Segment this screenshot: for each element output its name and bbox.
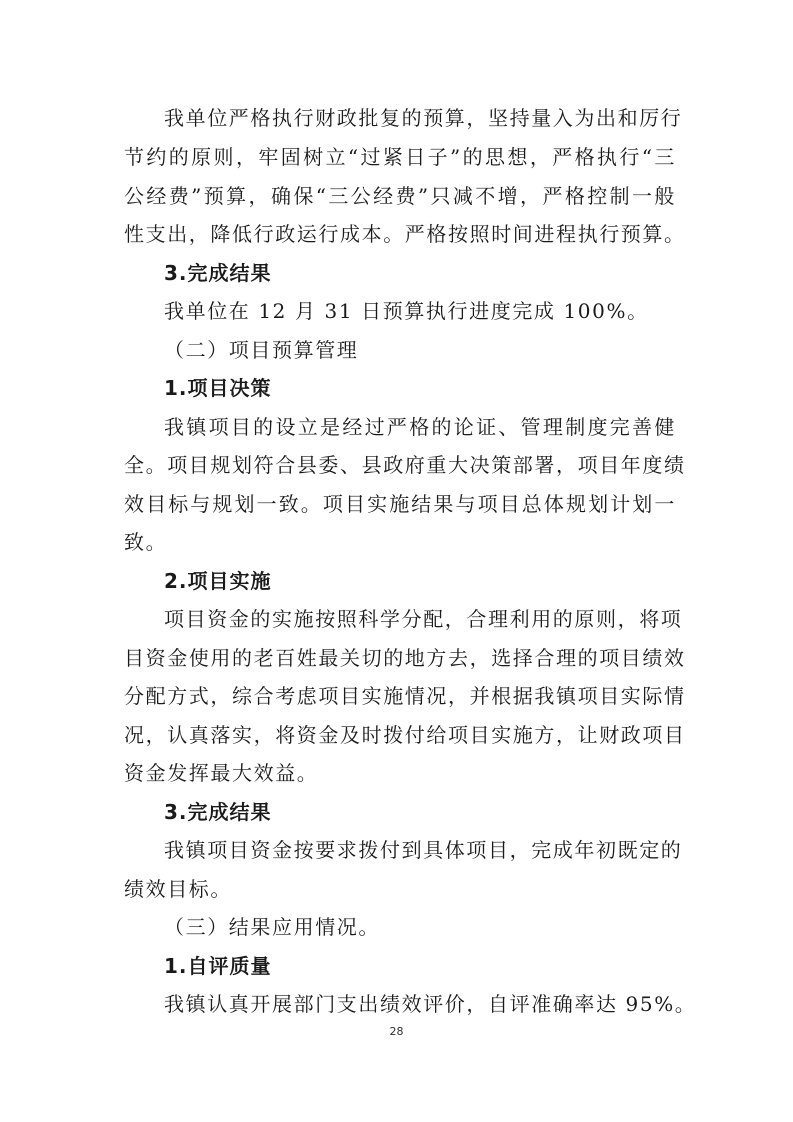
paragraph-line: 公经费”预算，确保“三公经费”只减不增，严格控制一般 bbox=[124, 184, 676, 208]
section-heading: （二）项目预算管理 bbox=[164, 338, 359, 362]
paragraph-line: 资金发挥最大效益。 bbox=[124, 761, 319, 785]
subheading: 3.完成结果 bbox=[164, 261, 272, 285]
section-heading: （三）结果应用情况。 bbox=[164, 915, 380, 939]
subheading: 1.自评质量 bbox=[164, 954, 272, 978]
subheading: 2.项目实施 bbox=[164, 569, 272, 593]
paragraph-line: 我单位在 12 月 31 日预算执行进度完成 100%。 bbox=[164, 299, 649, 323]
paragraph-line: 致。 bbox=[124, 530, 168, 554]
paragraph-line: 全。项目规划符合县委、县政府重大决策部署，项目年度绩 bbox=[124, 453, 686, 477]
subheading: 1.项目决策 bbox=[164, 376, 272, 400]
paragraph-line: 我单位严格执行财政批复的预算，坚持量入为出和厉行 bbox=[164, 106, 683, 130]
paragraph-line: 分配方式，综合考虑项目实施情况，并根据我镇项目实际情 bbox=[124, 684, 686, 708]
paragraph-line: 况，认真落实，将资金及时拨付给项目实施方，让财政项目 bbox=[124, 723, 686, 747]
paragraph-line: 项目资金的实施按照科学分配，合理利用的原则，将项 bbox=[164, 607, 683, 631]
paragraph-line: 目资金使用的老百姓最关切的地方去，选择合理的项目绩效 bbox=[124, 646, 686, 670]
paragraph-line: 效目标与规划一致。项目实施结果与项目总体规划计划一 bbox=[124, 492, 676, 516]
paragraph-line: 绩效目标。 bbox=[124, 877, 232, 901]
paragraph-line: 我镇项目资金按要求拨付到具体项目，完成年初既定的 bbox=[164, 838, 683, 862]
paragraph-line: 性支出，降低行政运行成本。严格按照时间进程执行预算。 bbox=[124, 222, 686, 246]
paragraph-line: 我镇项目的设立是经过严格的论证、管理制度完善健 bbox=[164, 415, 676, 439]
page-number: 28 bbox=[389, 1025, 404, 1038]
subheading: 3.完成结果 bbox=[164, 800, 272, 824]
paragraph-line: 节约的原则，牢固树立“过紧日子”的思想，严格执行“三 bbox=[124, 145, 676, 169]
paragraph-line: 我镇认真开展部门支出绩效评价，自评准确率达 95%。 bbox=[164, 992, 697, 1016]
